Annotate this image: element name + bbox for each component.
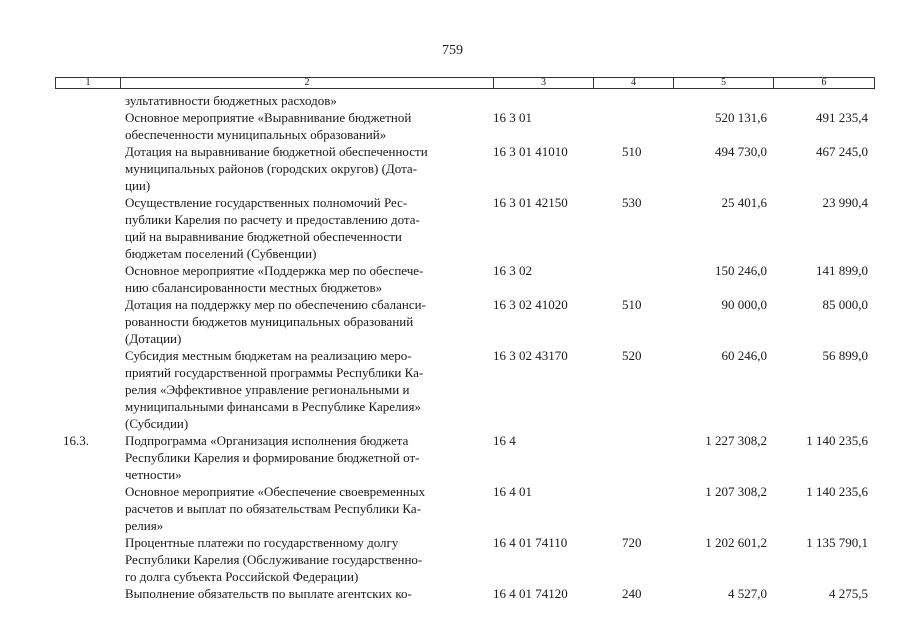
table-row xyxy=(0,296,905,347)
table-row xyxy=(0,534,905,585)
row-code: 16 3 02 xyxy=(493,263,532,278)
row-value-col5: 60 246,0 xyxy=(721,348,767,363)
page-number: 759 xyxy=(442,43,463,58)
row-value-col6: 56 899,0 xyxy=(822,348,868,363)
row-value-col5: 4 527,0 xyxy=(728,586,767,601)
row-number: 16.3. xyxy=(63,433,89,448)
row-description: Подпрограмма «Организация исполнения бюджета Республики Карелия и формирование бюджетной от- четности» xyxy=(125,433,420,482)
row-description: Основное мероприятие «Поддержка мер по обеспече- нию сбалансированности местных бюджетов» xyxy=(125,263,424,295)
row-value-col6: 1 140 235,6 xyxy=(806,484,868,499)
header-col-2: 2 xyxy=(304,77,310,88)
row-value-col6: 23 990,4 xyxy=(822,195,868,210)
row-description: Процентные платежи по государственному долгу Республики Карелия (Обслуживание государственно- го долга субъекта Российской Федерации) xyxy=(125,535,423,584)
row-expense-type: 510 xyxy=(622,297,642,312)
table-header xyxy=(55,77,875,89)
row-description: Основное мероприятие «Выравнивание бюджетной обеспеченности муниципальных образований» xyxy=(125,110,412,142)
row-value-col6: 1 140 235,6 xyxy=(806,433,868,448)
row-value-col6: 491 235,4 xyxy=(816,110,868,125)
table-body xyxy=(0,92,905,602)
table-row xyxy=(0,432,905,483)
row-expense-type: 720 xyxy=(622,535,642,550)
row-value-col6: 1 135 790,1 xyxy=(806,535,868,550)
row-expense-type: 510 xyxy=(622,144,642,159)
table-row xyxy=(0,143,905,194)
row-code: 16 3 02 41020 xyxy=(493,297,568,312)
row-description: Дотация на выравнивание бюджетной обеспеченности муниципальных районов (городских округов) (Дота- ции) xyxy=(125,144,428,193)
row-value-col5: 1 227 308,2 xyxy=(705,433,767,448)
row-description: Основное мероприятие «Обеспечение своевременных расчетов и выплат по обязательствам Республики Ка- релия» xyxy=(125,484,426,533)
row-code: 16 4 01 74110 xyxy=(493,535,568,550)
row-value-col5: 25 401,6 xyxy=(721,195,767,210)
header-col-3: 3 xyxy=(541,77,546,88)
row-value-col6: 141 899,0 xyxy=(816,263,868,278)
row-description: Выполнение обязательств по выплате агентских ко- xyxy=(125,586,412,601)
table-row xyxy=(0,483,905,534)
row-code: 16 4 01 xyxy=(493,484,532,499)
table-row xyxy=(0,347,905,432)
row-value-col5: 494 730,0 xyxy=(715,144,767,159)
row-code: 16 4 01 74120 xyxy=(493,586,568,601)
table-row xyxy=(0,585,905,602)
row-expense-type: 530 xyxy=(622,195,642,210)
row-value-col5: 90 000,0 xyxy=(721,297,767,312)
row-description: Субсидия местным бюджетам на реализацию меро- приятий государственной программы Республики Ка- релия «Эффективное управление региональными и муниципальными финансами в Республике Карелия» (Субсидии) xyxy=(125,348,424,431)
row-value-col6: 4 275,5 xyxy=(829,586,868,601)
row-value-col5: 1 207 308,2 xyxy=(705,484,767,499)
row-code: 16 3 01 42150 xyxy=(493,195,568,210)
row-value-col6: 85 000,0 xyxy=(822,297,868,312)
row-value-col5: 1 202 601,2 xyxy=(705,535,767,550)
row-expense-type: 520 xyxy=(622,348,642,363)
row-description: Осуществление государственных полномочий Рес- публики Карелия по расчету и предоставлению дота- ций на выравнивание бюджетной обеспеченности бюджетам поселений (Субвенции) xyxy=(125,195,420,261)
header-col-1: 1 xyxy=(85,77,91,88)
row-value-col5: 150 246,0 xyxy=(715,263,767,278)
header-col-4: 4 xyxy=(631,77,636,88)
row-description: Дотация на поддержку мер по обеспечению сбаланси- рованности бюджетов муниципальных образований (Дотации) xyxy=(125,297,426,346)
table-row xyxy=(0,262,905,296)
row-code: 16 3 02 43170 xyxy=(493,348,568,363)
row-code: 16 3 01 xyxy=(493,110,532,125)
table-row xyxy=(0,92,905,109)
table-row xyxy=(0,194,905,262)
row-code: 16 3 01 41010 xyxy=(493,144,568,159)
row-description: зультативности бюджетных расходов» xyxy=(125,93,337,108)
table-row xyxy=(0,109,905,143)
header-col-6: 6 xyxy=(821,77,827,88)
row-code: 16 4 xyxy=(493,433,516,448)
row-expense-type: 240 xyxy=(622,586,642,601)
row-value-col6: 467 245,0 xyxy=(816,144,868,159)
row-value-col5: 520 131,6 xyxy=(715,110,767,125)
header-col-5: 5 xyxy=(721,77,726,88)
